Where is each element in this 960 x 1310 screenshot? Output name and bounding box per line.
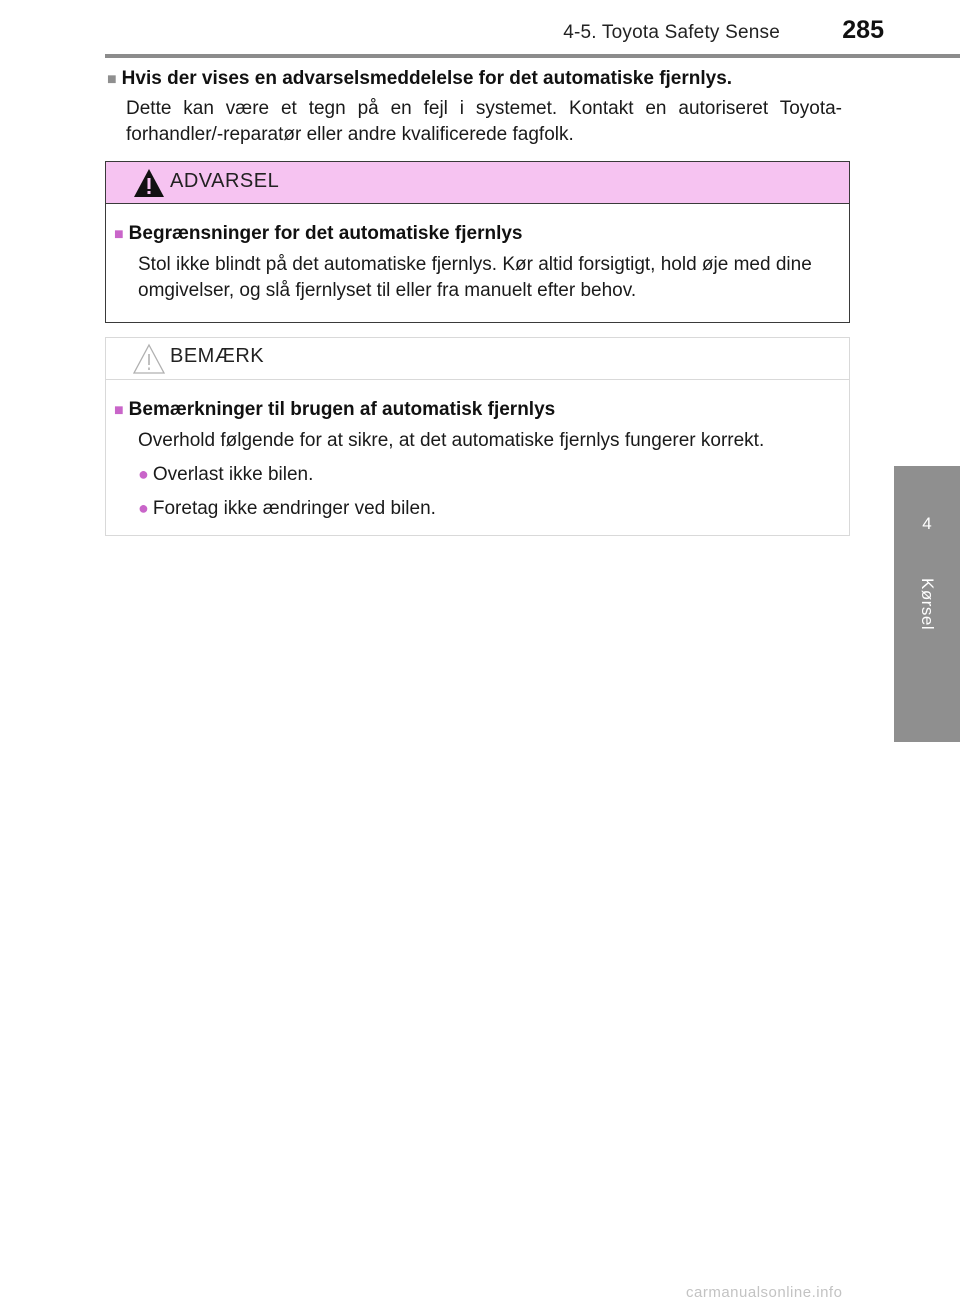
- note-content: [106, 380, 849, 522]
- chapter-label: Kørsel: [918, 578, 937, 631]
- note-header: [106, 338, 849, 380]
- note-bullet-text: Overlast ikke bilen.: [152, 464, 314, 485]
- square-bullet-icon: ■: [114, 226, 124, 243]
- page-header: [0, 0, 960, 60]
- circle-bullet-icon: ●: [138, 498, 149, 518]
- warning-heading-text: Begrænsninger for det automatiske fjernlys: [128, 223, 523, 244]
- caution-triangle-outline-icon: [132, 343, 166, 375]
- note-body: Overhold følgende for at sikre, at det automatiske fjernlys fungerer korrekt.: [138, 430, 765, 451]
- square-bullet-icon: ■: [107, 71, 117, 88]
- warning-body: Stol ikke blindt på det automatiske fjernlys. Kør altid forsigtigt, hold øje med dine omgivelser, og slå fjernlyset til eller fra manuelt efter behov.: [138, 254, 812, 301]
- warning-header: [106, 162, 849, 204]
- note-title: BEMÆRK: [170, 345, 265, 367]
- note-bullet-item: [138, 461, 837, 488]
- warning-content: [106, 204, 849, 304]
- chapter-number: 4: [922, 514, 932, 533]
- intro-body: Dette kan være et tegn på en fejl i systemet. Kontakt en autoriseret Toyota-forhandler/-reparatør eller andre kvalificerede fagfolk.: [126, 98, 842, 145]
- warning-triangle-icon: [133, 168, 165, 198]
- warning-title: ADVARSEL: [170, 170, 280, 192]
- section-title: 4-5. Toyota Safety Sense: [563, 22, 780, 43]
- note-heading-text: Bemærkninger til brugen af automatisk fjernlys: [128, 399, 556, 420]
- chapter-tab: [894, 466, 960, 742]
- note-bullet-item: [138, 495, 837, 522]
- intro-section: [107, 66, 842, 148]
- watermark: carmanualsonline.info: [686, 1284, 843, 1301]
- note-box: [105, 337, 850, 536]
- intro-heading-text: Hvis der vises en advarselsmeddelelse for det automatiske fjernlys.: [121, 68, 733, 89]
- header-rule: [105, 54, 960, 58]
- intro-heading: [107, 66, 842, 93]
- square-bullet-icon: ■: [114, 402, 124, 419]
- warning-box: [105, 161, 850, 323]
- note-item-heading: [114, 397, 837, 424]
- circle-bullet-icon: ●: [138, 464, 149, 484]
- page-number: 285: [842, 16, 884, 44]
- warning-item-heading: [114, 221, 837, 248]
- note-bullet-text: Foretag ikke ændringer ved bilen.: [152, 498, 436, 519]
